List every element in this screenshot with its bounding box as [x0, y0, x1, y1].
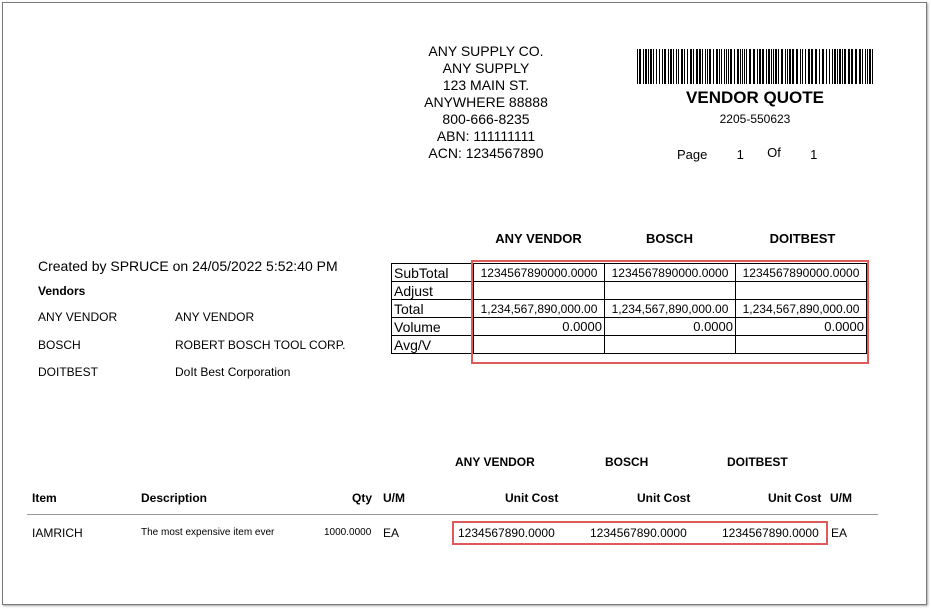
barcode-bar: [699, 49, 701, 84]
barcode-bar: [673, 49, 674, 84]
totals-cell: [605, 282, 736, 300]
barcode-bar: [744, 49, 745, 84]
barcode-bar: [645, 49, 647, 84]
item-qty: 1000.0000: [324, 527, 372, 538]
barcode-bar: [766, 49, 767, 84]
column-header-unit-cost: Unit Cost: [505, 491, 559, 505]
barcode-bar: [789, 49, 791, 84]
barcode-bar: [859, 49, 861, 84]
company-address: [391, 43, 581, 162]
page-label: Page: [677, 147, 708, 162]
totals-cell: 0.0000: [605, 318, 736, 336]
totals-cell: 1,234,567,890,000.00: [736, 300, 867, 318]
barcode-bar: [834, 49, 836, 84]
barcode-bar: [865, 49, 866, 84]
barcode-bar: [730, 49, 732, 84]
table-row: [392, 318, 867, 336]
vendor-name: ROBERT BOSCH TOOL CORP.: [175, 338, 346, 352]
totals-cell: [736, 336, 867, 354]
barcode-bar: [837, 49, 838, 84]
barcode-bar: [855, 49, 857, 84]
barcode-bar: [681, 49, 683, 84]
barcode-bar: [742, 49, 743, 84]
totals-vendor-header: ANY VENDOR: [495, 231, 582, 246]
barcode-bar: [869, 49, 871, 84]
barcode-bar: [648, 49, 649, 84]
barcode-bar: [759, 49, 761, 84]
document-number: 2205-550623: [719, 112, 791, 126]
barcode-bar: [728, 49, 729, 84]
vendor-code: DOITBEST: [38, 365, 99, 379]
barcode-bar: [775, 49, 777, 84]
totals-cell: [736, 282, 867, 300]
barcode-bar: [664, 49, 666, 84]
barcode-bar: [637, 49, 638, 84]
barcode-bar: [811, 49, 813, 84]
barcode-bar: [867, 49, 868, 84]
barcode-bar: [862, 49, 863, 84]
barcode-bar: [696, 49, 698, 84]
table-row: [392, 336, 867, 354]
barcode-bar: [832, 49, 833, 84]
company-city: ANYWHERE 88888: [424, 94, 548, 110]
vendor-code: ANY VENDOR: [38, 310, 118, 324]
barcode-bar: [670, 49, 672, 84]
column-header-description: Description: [141, 491, 208, 505]
barcode-bar: [690, 49, 692, 84]
totals-row-label: SubTotal: [392, 264, 474, 282]
barcode-bar: [771, 49, 772, 84]
barcode-bar: [829, 49, 830, 84]
item-unit-cost: 1234567890.0000: [458, 526, 555, 540]
table-row: [392, 264, 867, 282]
barcode-bar: [724, 49, 725, 84]
barcode-bar: [713, 49, 714, 84]
barcode-bar: [826, 49, 827, 84]
barcode-bar: [785, 49, 786, 84]
barcode-bar: [687, 49, 688, 84]
company-abn: ABN: 111111111: [436, 128, 536, 144]
document-title: VENDOR QUOTE: [686, 88, 824, 107]
totals-row-label: Volume: [392, 318, 474, 336]
report-page: [2, 2, 927, 605]
items-vendor-header: DOITBEST: [727, 455, 788, 469]
barcode-bar: [707, 49, 708, 84]
totals-cell: [474, 336, 605, 354]
item-code: IAMRICH: [32, 526, 83, 540]
item-description: The most expensive item ever: [141, 527, 275, 538]
table-row: [392, 300, 867, 318]
totals-cell: 0.0000: [474, 318, 605, 336]
barcode-bar: [746, 49, 747, 84]
barcode-bar: [787, 49, 788, 84]
barcode-bar: [659, 49, 660, 84]
column-header-item: Item: [32, 491, 57, 505]
barcode-bar: [639, 49, 641, 84]
barcode-bar: [753, 49, 755, 84]
item-unit-cost: 1234567890.0000: [590, 526, 687, 540]
barcode-bar: [842, 49, 843, 84]
barcode-bar: [676, 49, 677, 84]
table-row: [392, 282, 867, 300]
vendors-heading: Vendors: [38, 284, 86, 298]
column-header-qty: Qty: [352, 491, 373, 505]
barcode-bar: [778, 49, 779, 84]
barcode-bar: [693, 49, 694, 84]
barcode-bar: [662, 49, 663, 84]
created-by-text: Created by SPRUCE on 24/05/2022 5:52:40 PM: [38, 258, 338, 274]
barcode-bar: [757, 49, 758, 84]
totals-cell: [474, 282, 605, 300]
barcode-bar: [851, 49, 853, 84]
barcode-bar: [726, 49, 727, 84]
barcode-bar: [678, 49, 679, 84]
barcode-bar: [762, 49, 764, 84]
barcode-bar: [781, 49, 783, 84]
item-um: EA: [831, 526, 848, 540]
totals-cell: 1,234,567,890,000.00: [474, 300, 605, 318]
barcode-bar: [737, 49, 739, 84]
company-street: 123 MAIN ST.: [442, 77, 530, 93]
vendor-code: BOSCH: [38, 338, 81, 352]
vendor-name: DoIt Best Corporation: [175, 365, 291, 379]
barcode-bar: [749, 49, 751, 84]
totals-cell: [605, 336, 736, 354]
page-total: 1: [810, 147, 818, 162]
barcode-bar: [872, 49, 873, 84]
column-header-unit-cost: Unit Cost: [637, 491, 691, 505]
barcode-bar: [702, 49, 703, 84]
barcode-bar: [684, 49, 685, 84]
column-header-um: U/M: [383, 491, 405, 505]
barcode-bar: [819, 49, 820, 84]
barcode-bar: [773, 49, 774, 84]
company-phone: 800-666-8235: [442, 111, 530, 127]
page-current: 1: [736, 147, 744, 162]
barcode-bar: [805, 49, 806, 84]
barcode-bar: [822, 49, 824, 84]
barcode-bar: [650, 49, 652, 84]
barcode-bar: [815, 49, 817, 84]
barcode-bar: [709, 49, 711, 84]
totals-cell: 1234567890000.0000: [605, 264, 736, 282]
totals-cell: 0.0000: [736, 318, 867, 336]
barcode-bar: [792, 49, 794, 84]
barcode-image: [637, 49, 873, 84]
item-um: EA: [383, 526, 400, 540]
company-acn: ACN: 1234567890: [428, 145, 544, 161]
totals-row-label: Adjust: [392, 282, 474, 300]
barcode-bar: [802, 49, 803, 84]
barcode-bar: [719, 49, 720, 84]
totals-row-label: Total: [392, 300, 474, 318]
barcode-bar: [656, 49, 657, 84]
vendor-name: ANY VENDOR: [175, 310, 255, 324]
barcode-bar: [716, 49, 718, 84]
barcode-bar: [800, 49, 801, 84]
items-vendor-header: ANY VENDOR: [455, 455, 535, 469]
totals-row-label: Avg/V: [392, 336, 474, 354]
barcode-bar: [643, 49, 644, 84]
totals-table: [391, 263, 867, 354]
barcode-bar: [740, 49, 741, 84]
barcode-bar: [844, 49, 846, 84]
totals-vendor-header: DOITBEST: [769, 231, 836, 246]
barcode-bar: [653, 49, 654, 84]
barcode-bar: [721, 49, 722, 84]
barcode-bar: [734, 49, 735, 84]
totals-vendor-header: BOSCH: [646, 231, 693, 246]
header-divider: [27, 514, 878, 515]
barcode-bar: [808, 49, 810, 84]
company-name: ANY SUPPLY CO.: [428, 43, 544, 59]
page-indicator: [677, 147, 817, 162]
totals-cell: 1,234,567,890,000.00: [605, 300, 736, 318]
barcode-bar: [839, 49, 841, 84]
totals-cell: 1234567890000.0000: [736, 264, 867, 282]
item-unit-cost: 1234567890.0000: [722, 526, 819, 540]
barcode-bar: [848, 49, 850, 84]
items-vendor-header: BOSCH: [605, 455, 649, 469]
totals-cell: 1234567890000.0000: [474, 264, 605, 282]
of-label: Of: [767, 145, 781, 160]
column-header-unit-cost: Unit Cost: [768, 491, 822, 505]
barcode-bar: [796, 49, 798, 84]
company-short-name: ANY SUPPLY: [442, 60, 530, 76]
barcode-bar: [768, 49, 770, 84]
column-header-um: U/M: [830, 491, 852, 505]
barcode-bar: [705, 49, 706, 84]
barcode-bar: [668, 49, 669, 84]
